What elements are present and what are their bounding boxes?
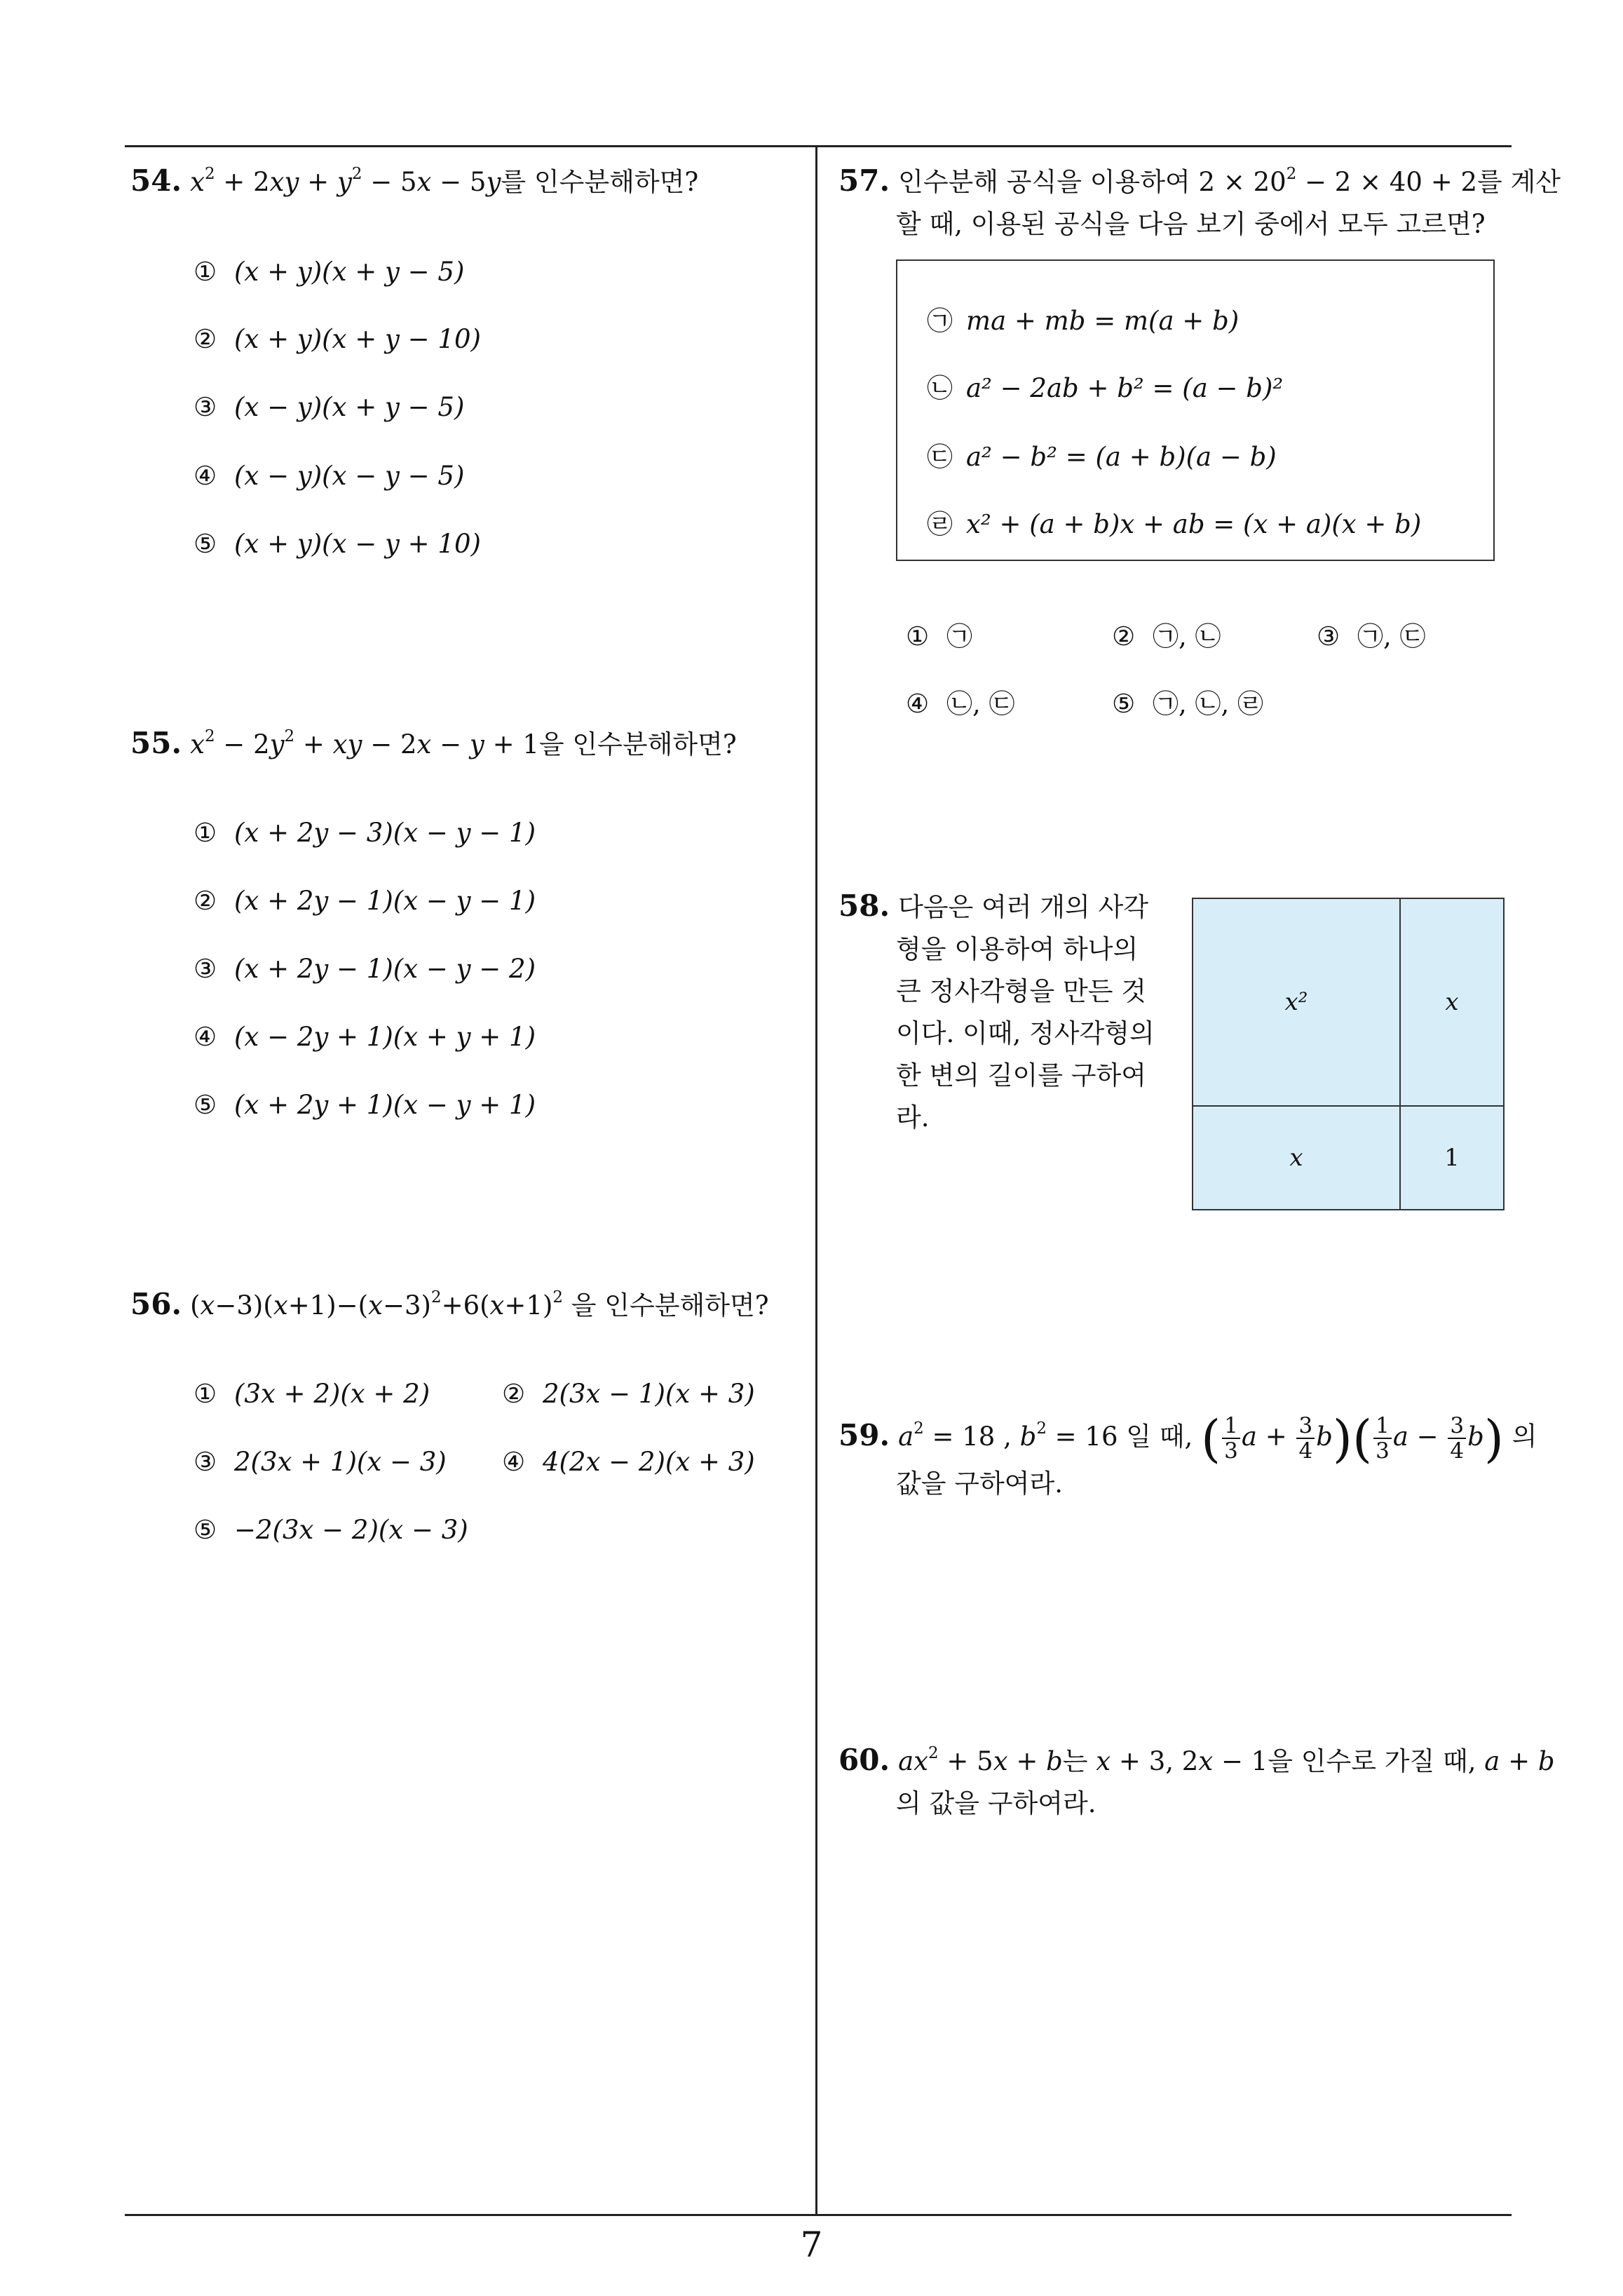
question-text: 라.	[896, 1102, 930, 1133]
question-number: 56.	[130, 1287, 182, 1321]
question-text: 의	[1503, 1421, 1537, 1452]
question-text: 큰 정사각형을 만든 것	[896, 976, 1146, 1006]
question-56	[130, 1283, 769, 1327]
option-54-1[interactable]: ① (x + y)(x + y − 5)	[193, 257, 465, 287]
top-rule	[125, 145, 1512, 147]
question-55	[130, 722, 737, 766]
option-56-4[interactable]: ④ 4(2x − 2)(x + 3)	[502, 1447, 755, 1477]
option-55-4[interactable]: ④ (x − 2y + 1)(x + y + 1)	[193, 1022, 536, 1052]
formula-item: ㉡ a² − 2ab + b² = (a − b)²	[927, 373, 1284, 403]
option-57-1[interactable]: ① ㉠	[906, 621, 972, 651]
option-55-5[interactable]: ⑤ (x + 2y + 1)(x − y + 1)	[193, 1090, 536, 1120]
option-57-2[interactable]: ② ㉠, ㉡	[1112, 621, 1221, 651]
option-55-2[interactable]: ② (x + 2y − 1)(x − y − 1)	[193, 886, 536, 916]
question-58	[838, 885, 1168, 1139]
option-55-3[interactable]: ③ (x + 2y − 1)(x − y − 2)	[193, 954, 536, 984]
option-57-3[interactable]: ③ ㉠, ㉢	[1317, 621, 1426, 651]
question-formula: $ax^2 + 5x + b$	[898, 1743, 1063, 1776]
figure-cell-one: 1	[1399, 1105, 1505, 1210]
option-56-2[interactable]: ② 2(3x − 1)(x + 3)	[502, 1379, 755, 1409]
question-formula: $a^2 = 18$ , $b^2 = 16$ 일 때, ( $\frac{1}{3}$ a + $\frac{3}{4}$ b)( $\frac{1}{3}$ a − $\frac{3}{4}$ b)	[898, 1409, 1504, 1468]
question-57	[838, 160, 1561, 245]
question-number: 60.	[838, 1743, 890, 1777]
question-formula: $2 \times 20^2 - 2 \times 40 + 2$	[1198, 164, 1478, 197]
column-divider	[815, 145, 817, 2216]
question-formula: $(x-3)(x+1)-(x-3)^2+6(x+1)^2$	[190, 1288, 563, 1321]
question-text: 한 변의 길이를 구하여	[896, 1060, 1146, 1090]
figure-cell-x-squared: x²	[1192, 898, 1401, 1107]
question-text-line2: 값을 구하여라.	[896, 1468, 1063, 1499]
formula-item: ㉢ a² − b² = (a + b)(a − b)	[927, 442, 1277, 472]
question-number: 57.	[838, 163, 890, 198]
option-54-5[interactable]: ⑤ (x + y)(x − y + 10)	[193, 529, 481, 559]
question-59	[838, 1409, 1537, 1505]
option-54-2[interactable]: ② (x + y)(x + y − 10)	[193, 324, 481, 354]
option-56-5[interactable]: ⑤ −2(3x − 2)(x − 3)	[193, 1515, 468, 1545]
question-text: 을 인수분해하면?	[563, 1290, 769, 1321]
question-text: 이다. 이때, 정사각형의	[896, 1018, 1155, 1048]
question-text: 를 인수분해하면?	[501, 167, 699, 197]
option-57-5[interactable]: ⑤ ㉠, ㉡, ㉣	[1112, 689, 1264, 719]
question-text-line2: 할 때, 이용된 공식을 다음 보기 중에서 모두 고르면?	[896, 209, 1486, 239]
figure-cell-x-bottom: x	[1192, 1105, 1401, 1210]
question-formula: x + 3, 2x − 1	[1096, 1746, 1268, 1776]
question-text: 다음은 여러 개의 사각	[898, 892, 1149, 922]
formula-box	[896, 259, 1495, 561]
question-text: 는	[1062, 1746, 1096, 1776]
question-formula: $x^2 + 2xy + y^2 - 5x - 5y$	[190, 164, 501, 197]
formula-item: ㉠ ma + mb = m(a + b)	[927, 306, 1240, 336]
option-54-4[interactable]: ④ (x − y)(x − y − 5)	[193, 461, 465, 491]
question-text: 형을 이용하여 하나의	[896, 934, 1139, 964]
question-number: 54.	[130, 163, 182, 198]
question-formula: $x^2 - 2y^2$ + xy − 2x − y + 1	[190, 727, 539, 759]
question-text: 를 계산	[1477, 167, 1561, 197]
question-60	[838, 1739, 1555, 1825]
formula-item: ㉣ x² + (a + b)x + ab = (x + a)(x + b)	[927, 509, 1422, 539]
option-56-1[interactable]: ① (3x + 2)(x + 2)	[193, 1379, 430, 1409]
option-57-4[interactable]: ④ ㉡, ㉢	[906, 689, 1015, 719]
question-text-line2: 의 값을 구하여라.	[896, 1788, 1096, 1818]
page-number: 7	[800, 2224, 823, 2265]
question-number: 58.	[838, 889, 890, 923]
question-text: 을 인수분해하면?	[538, 729, 737, 759]
question-number: 55.	[130, 726, 182, 760]
question-formula: a + b	[1484, 1746, 1555, 1776]
option-55-1[interactable]: ① (x + 2y − 3)(x − y − 1)	[193, 818, 536, 848]
option-56-3[interactable]: ③ 2(3x + 1)(x − 3)	[193, 1447, 447, 1477]
question-number: 59.	[838, 1417, 890, 1452]
square-figure	[1192, 898, 1505, 1210]
figure-cell-x-top: x	[1399, 898, 1505, 1107]
question-text: 을 인수로 가질 때,	[1268, 1746, 1485, 1776]
bottom-rule	[125, 2214, 1512, 2216]
question-text: 인수분해 공식을 이용하여	[898, 167, 1199, 197]
option-54-3[interactable]: ③ (x − y)(x + y − 5)	[193, 392, 465, 422]
question-54	[130, 160, 698, 203]
